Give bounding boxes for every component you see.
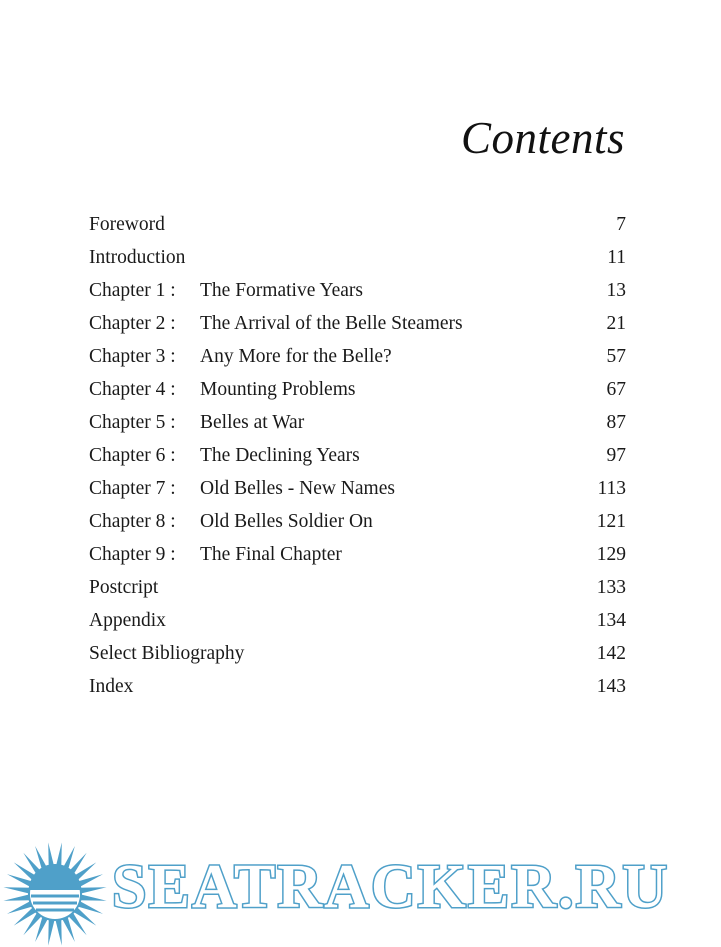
toc-label: Appendix (89, 610, 166, 631)
toc-label: Chapter 3 : (89, 346, 176, 367)
toc-page-number: 113 (597, 478, 626, 499)
toc-title: The Arrival of the Belle Steamers (200, 313, 463, 334)
page-title: Contents (460, 113, 625, 163)
toc-title: Belles at War (200, 412, 305, 433)
toc-label: Chapter 5 : (89, 412, 176, 433)
toc-entry (89, 505, 626, 538)
sun-ray (48, 917, 55, 945)
toc-entry (89, 439, 626, 472)
toc-entry (89, 406, 626, 439)
toc-title: Mounting Problems (200, 379, 356, 400)
toc-page-number: 133 (596, 577, 626, 598)
toc-page-number: 129 (596, 544, 626, 565)
toc-page-number: 134 (596, 610, 626, 631)
toc-title: Any More for the Belle? (200, 346, 392, 367)
toc-label: Chapter 7 : (89, 478, 176, 499)
toc-entry (89, 274, 626, 307)
toc-title: The Final Chapter (200, 544, 342, 565)
toc-label: Chapter 4 : (89, 379, 176, 400)
toc-label: Postcript (89, 577, 159, 598)
sun-ray (3, 894, 31, 901)
toc-entry (89, 538, 626, 571)
sun-ray (3, 887, 31, 894)
toc-label: Introduction (89, 247, 186, 268)
sun-ray (78, 894, 106, 901)
toc-entry (89, 571, 626, 604)
toc-entry (89, 340, 626, 373)
toc-entry (89, 208, 626, 241)
toc-page-number: 13 (606, 280, 626, 301)
toc-entry (89, 373, 626, 406)
watermark-text: SEATRACKER.RU (112, 853, 670, 921)
toc-label: Chapter 6 : (89, 445, 176, 466)
sun-ray (55, 917, 62, 945)
toc-label: Select Bibliography (89, 643, 245, 664)
toc-label: Chapter 2 : (89, 313, 176, 334)
toc-page-number: 143 (596, 676, 626, 697)
toc-page-number: 57 (606, 346, 626, 367)
toc-label: Chapter 9 : (89, 544, 176, 565)
toc-label: Index (89, 676, 134, 697)
toc-label: Chapter 8 : (89, 511, 176, 532)
sun-burst-icon (0, 838, 110, 947)
toc-label: Chapter 1 : (89, 280, 176, 301)
toc-entry (89, 670, 626, 703)
toc-page-number: 67 (606, 379, 626, 400)
toc-title: The Declining Years (200, 445, 360, 466)
toc-entry (89, 637, 626, 670)
toc-entry (89, 241, 626, 274)
toc-entry (89, 307, 626, 340)
toc-title: Old Belles - New Names (200, 478, 395, 499)
toc-label: Foreword (89, 214, 165, 235)
toc-page-number: 97 (606, 445, 626, 466)
sun-ray (78, 887, 106, 894)
toc-entry (89, 604, 626, 637)
toc-page-number: 11 (607, 247, 626, 268)
toc-entry (89, 472, 626, 505)
toc-title: The Formative Years (200, 280, 364, 301)
toc-page-number: 142 (596, 643, 626, 664)
toc-page-number: 87 (606, 412, 626, 433)
toc-page-number: 21 (606, 313, 626, 334)
toc-page-number: 121 (596, 511, 626, 532)
table-of-contents (89, 208, 626, 703)
toc-title: Old Belles Soldier On (200, 511, 373, 532)
toc-page-number: 7 (616, 214, 626, 235)
